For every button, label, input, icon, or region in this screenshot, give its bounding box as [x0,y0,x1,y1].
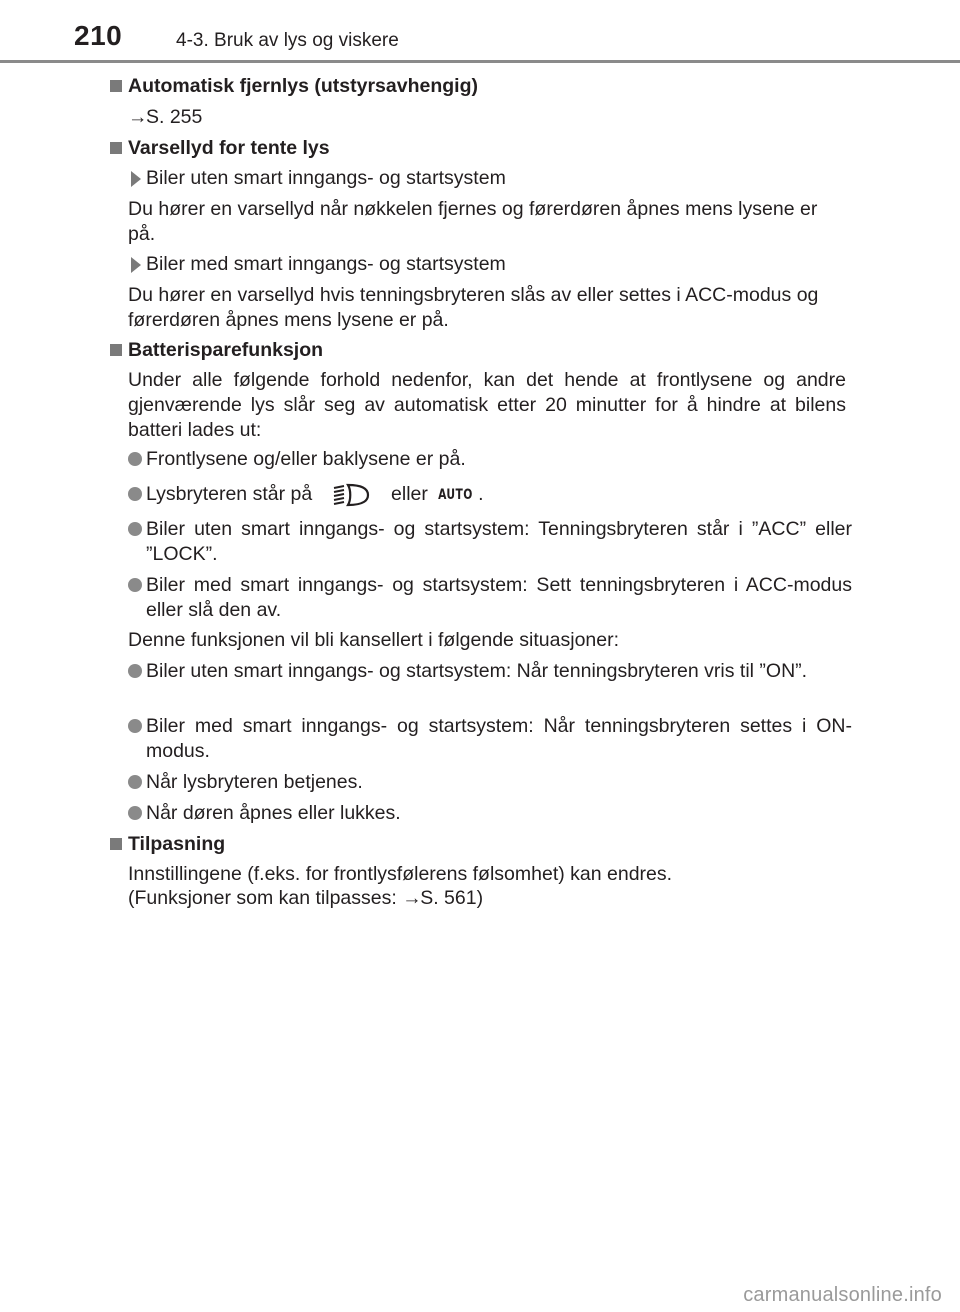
bullet-icon [128,664,142,678]
bullet-text: Frontlysene og/eller baklysene er på. [146,448,466,470]
header-divider [0,60,960,63]
paragraph: Du hører en varsellyd hvis tenningsbryteren slås av eller settes i ACC-modus og førerdøren åpnes mens lysene er på. [128,284,819,331]
section-title: Automatisk fjernlys (utstyrsavhengig) [128,75,478,97]
right-arrow-icon: → [128,106,148,128]
triangle-marker-icon [131,257,141,273]
bullet-icon [128,806,142,820]
bullet-icon [128,487,142,501]
bullet-icon [128,578,142,592]
section-title: Batterisparefunksjon [128,339,324,361]
bullet-text: Biler med smart inngangs- og startsystem: Sett tenningsbryteren i ACC-modus eller slå den av. [146,574,852,621]
section-title: Varsellyd for tente lys [128,137,330,159]
chapter-title: 4-3. Bruk av lys og viskere [176,30,399,51]
bullet-text: Når lysbryteren betjenes. [146,771,363,793]
page-header [0,0,960,62]
customization-ref[interactable]: (Funksjoner som kan tilpasses: →S. 561) [128,887,484,909]
bullet-text: Biler uten smart inngangs- og startsystem: Tenningsbryteren står i ”ACC” eller ”LOCK”. [146,518,852,565]
bullet-text: Biler med smart inngangs- og startsystem: Når tenningsbryteren settes i ON-modus. [146,715,852,762]
section-title: Tilpasning [128,833,226,855]
auto-mode-label: AUTO [438,486,474,503]
subsection-title: Biler med smart inngangs- og startsystem [146,253,506,275]
paragraph: Under alle følgende forhold nedenfor, kan det hende at frontlysene og andre gjenværende lys slår seg av automatisk etter 20 minutter for å hindre at bilens batteri lades ut: [128,369,846,441]
subsection-title: Biler uten smart inngangs- og startsystem [146,167,506,189]
section-marker-icon [110,142,122,154]
headlight-symbol-icon [330,482,376,508]
bullet-text: Lysbryteren står på eller AUTO . [146,482,852,508]
bullet-text: Biler uten smart inngangs- og startsystem: Når tenningsbryteren vris til ”ON”. [146,660,808,682]
paragraph: Denne funksjonen vil bli kansellert i følgende situasjoner: [128,629,620,651]
bullet-icon [128,452,142,466]
section-marker-icon [110,838,122,850]
bullet-icon [128,719,142,733]
section-marker-icon [110,80,122,92]
bullet-text: Når døren åpnes eller lukkes. [146,802,401,824]
paragraph: Du hører en varsellyd når nøkkelen fjernes og førerdøren åpnes mens lysene er på. [128,198,818,245]
triangle-marker-icon [131,171,141,187]
section-marker-icon [110,344,122,356]
bullet-icon [128,522,142,536]
watermark: carmanualsonline.info [743,1284,942,1306]
auto-headlight-ref[interactable]: →S. 255 [128,106,203,128]
page-number: 210 [74,20,123,51]
bullet-icon [128,775,142,789]
paragraph: Innstillingene (f.eks. for frontlysfølerens følsomhet) kan endres. [128,863,673,885]
right-arrow-icon: → [402,887,422,909]
